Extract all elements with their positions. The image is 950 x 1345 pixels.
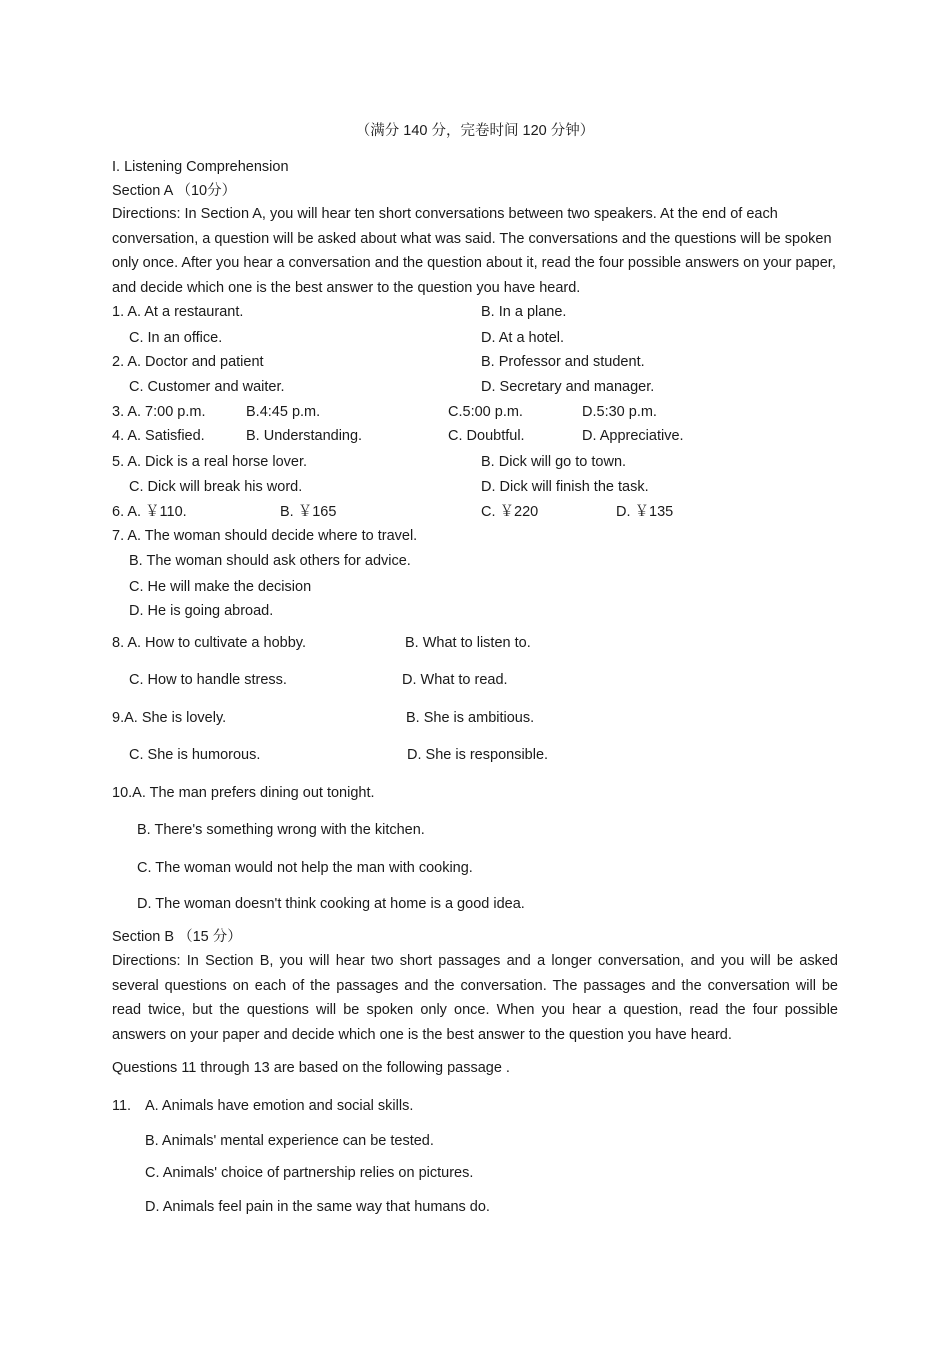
section-b-directions: Directions: In Section B, you will hear two short passages and a longer conversation, and you will be asked several questions on each of the passages and the conversation. The passages and the conversation will be read twice, but the questions will be spoken only once. When you hear a question, read the four possible answers on your paper and decide which one is the best answer to the question you have heard. bbox=[112, 953, 838, 1043]
part-title: I. Listening Comprehension bbox=[112, 159, 289, 175]
q9-option-d: D. She is responsible. bbox=[407, 747, 549, 763]
exam-header: （满分 140 分，完卷时间 120 分钟） bbox=[355, 123, 595, 139]
q7-option-d: D. He is going abroad. bbox=[129, 603, 274, 619]
q7-option-b: B. The woman should ask others for advice. bbox=[129, 553, 411, 569]
q11-option-c: C. Animals' choice of partnership relies on pictures. bbox=[145, 1165, 474, 1181]
section-b-title: Section B （15 分） bbox=[112, 929, 242, 945]
q11-option-b: B. Animals' mental experience can be tested. bbox=[145, 1133, 434, 1149]
q10-option-c: C. The woman would not help the man with cooking. bbox=[137, 860, 473, 876]
q10-option-a: 10.A. The man prefers dining out tonight. bbox=[112, 785, 375, 801]
q11-option-d: D. Animals feel pain in the same way that humans do. bbox=[145, 1199, 490, 1215]
q4-option-a: 4. A. Satisfied. bbox=[112, 428, 205, 444]
q10-option-b: B. There's something wrong with the kitchen. bbox=[137, 822, 425, 838]
passage-intro: Questions 11 through 13 are based on the following passage . bbox=[112, 1060, 510, 1076]
q4-option-b: B. Understanding. bbox=[246, 428, 363, 444]
q11-option-a: A. Animals have emotion and social skills. bbox=[145, 1098, 414, 1114]
q5-option-c: C. Dick will break his word. bbox=[129, 479, 303, 495]
q2-option-d: D. Secretary and manager. bbox=[481, 379, 655, 395]
q1-option-c: C. In an office. bbox=[129, 330, 223, 346]
q7-option-a: 7. A. The woman should decide where to travel. bbox=[112, 528, 418, 544]
q3-option-b: B.4:45 p.m. bbox=[246, 404, 321, 420]
q5-option-d: D. Dick will finish the task. bbox=[481, 479, 649, 495]
q9-option-a: 9.A. She is lovely. bbox=[112, 710, 227, 726]
q2-option-c: C. Customer and waiter. bbox=[129, 379, 285, 395]
q2-option-a: 2. A. Doctor and patient bbox=[112, 354, 264, 370]
q6-option-c: C. ￥220 bbox=[481, 504, 539, 520]
section-a-directions: Directions: In Section A, you will hear ten short conversations between two speakers. At the end of each conversation, a question will be asked about what was said. The conversations and the questions will be spoken only once. After you hear a conversation and the question about it, read the four possible answers on your paper, and decide which one is the best answer to the question you have heard. bbox=[112, 206, 836, 296]
q6-option-a: 6. A. ￥110. bbox=[112, 504, 187, 520]
q1-option-b: B. In a plane. bbox=[481, 304, 567, 320]
q8-option-a: 8. A. How to cultivate a hobby. bbox=[112, 635, 306, 651]
q8-option-d: D. What to read. bbox=[402, 672, 508, 688]
q7-option-c: C. He will make the decision bbox=[129, 579, 312, 595]
q5-option-b: B. Dick will go to town. bbox=[481, 454, 627, 470]
q9-option-b: B. She is ambitious. bbox=[406, 710, 535, 726]
q4-option-d: D. Appreciative. bbox=[582, 428, 684, 444]
q1-option-d: D. At a hotel. bbox=[481, 330, 565, 346]
q4-option-c: C. Doubtful. bbox=[448, 428, 525, 444]
q2-option-b: B. Professor and student. bbox=[481, 354, 645, 370]
section-a-title: Section A （10分） bbox=[112, 183, 237, 199]
q6-option-b: B. ￥165 bbox=[280, 504, 337, 520]
q3-option-a: 3. A. 7:00 p.m. bbox=[112, 404, 206, 420]
q8-option-b: B. What to listen to. bbox=[405, 635, 531, 651]
q3-option-c: C.5:00 p.m. bbox=[448, 404, 523, 420]
q9-option-c: C. She is humorous. bbox=[129, 747, 261, 763]
q3-option-d: D.5:30 p.m. bbox=[582, 404, 657, 420]
q5-option-a: 5. A. Dick is a real horse lover. bbox=[112, 454, 308, 470]
q8-option-c: C. How to handle stress. bbox=[129, 672, 287, 688]
q10-option-d: D. The woman doesn't think cooking at home is a good idea. bbox=[137, 896, 525, 912]
q11-number: 11. bbox=[112, 1098, 132, 1114]
q6-option-d: D. ￥135 bbox=[616, 504, 674, 520]
q1-option-a: 1. A. At a restaurant. bbox=[112, 304, 244, 320]
